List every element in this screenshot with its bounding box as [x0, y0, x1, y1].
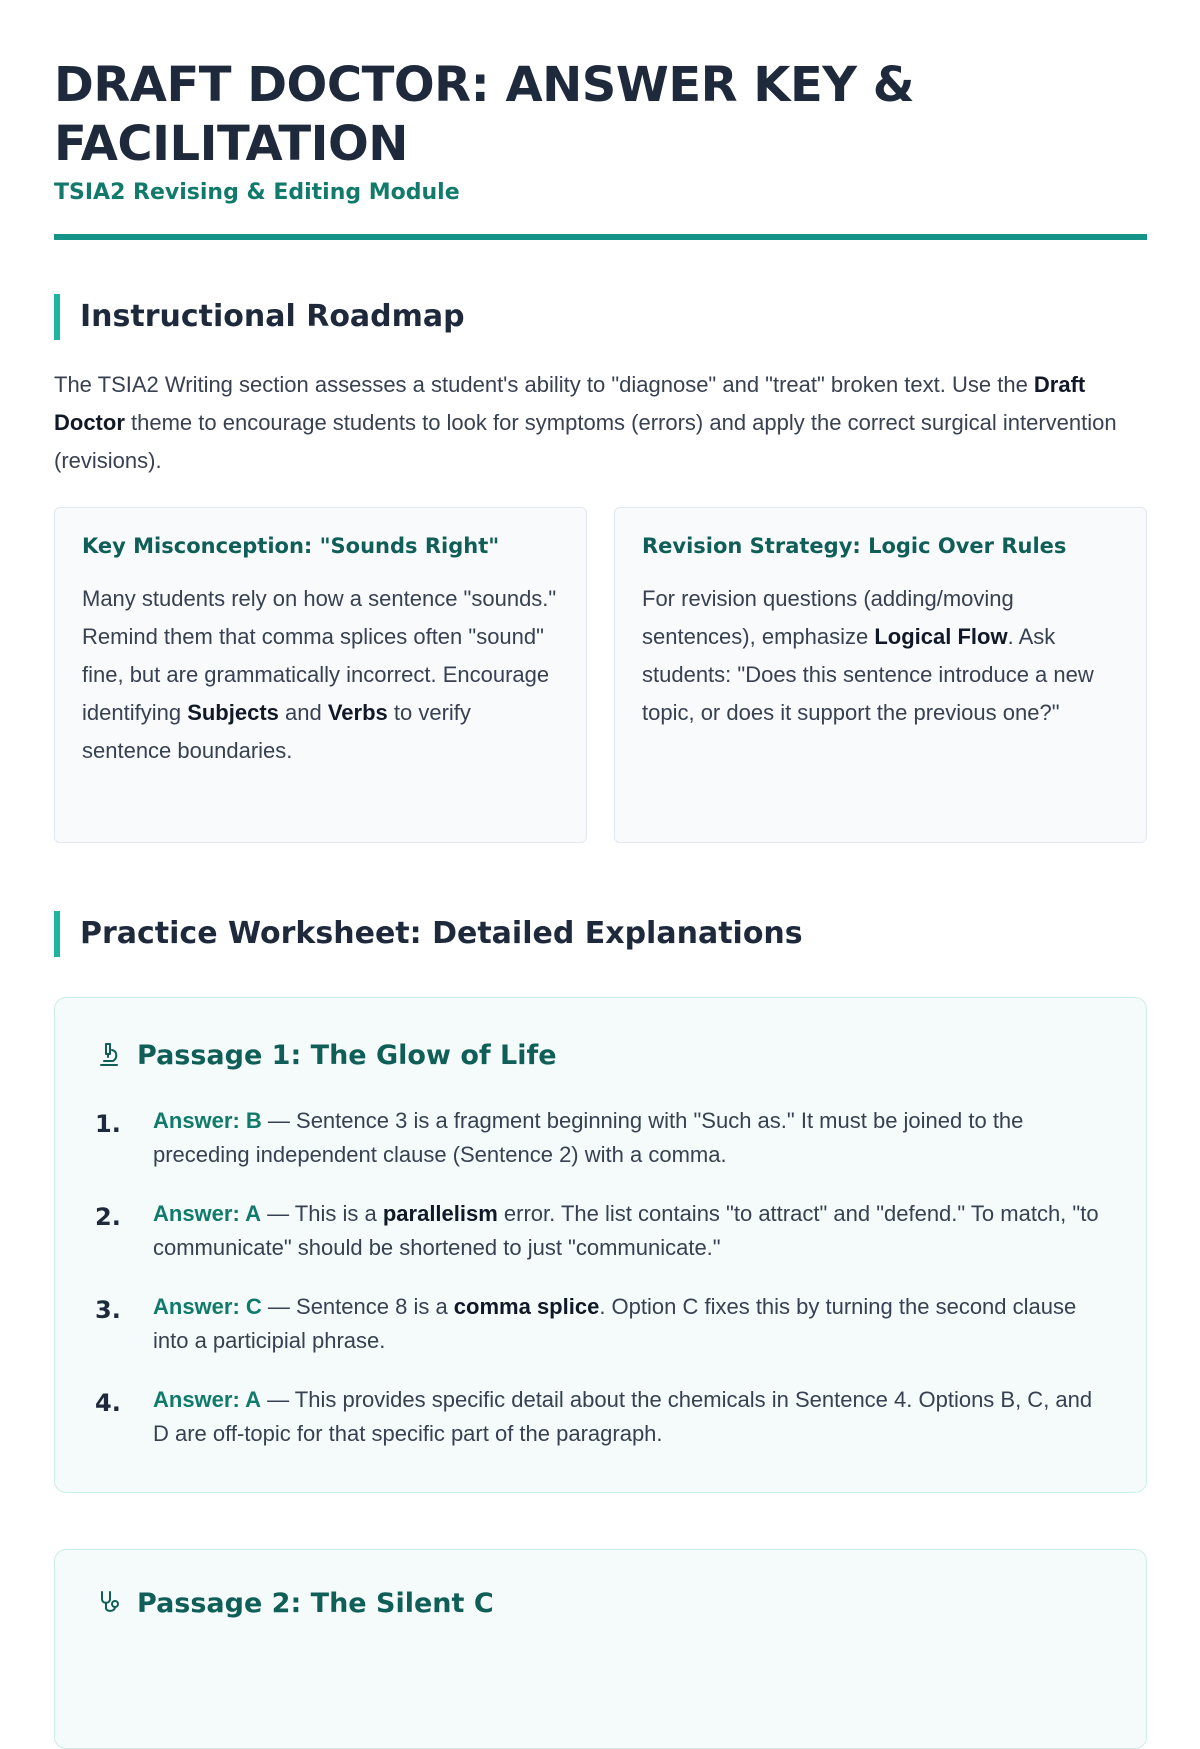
card-text: to verify sentence boundaries.	[82, 700, 471, 763]
microscope-icon	[97, 1042, 121, 1068]
card-text: Many students rely on how a sentence "sounds." Remind them that comma splices often "sound" fine, but are grammatically incorrect. Encourage identifying	[82, 586, 557, 725]
intro-emphasis: Draft Doctor	[54, 372, 1086, 435]
roadmap-section-heading	[54, 294, 1147, 340]
card-title: Key Misconception: "Sounds Right"	[82, 534, 500, 558]
worksheet-heading: Practice Worksheet: Detailed Explanations	[80, 916, 803, 951]
item-explanation	[153, 1290, 1113, 1358]
item-number: 4.	[95, 1389, 121, 1417]
explanation-emphasis: comma splice	[453, 1294, 600, 1319]
card-text: For revision questions (adding/moving sentences), emphasize	[642, 586, 1014, 649]
explanation-text: — This is a	[260, 1201, 383, 1226]
card-emphasis: Logical Flow	[874, 624, 1008, 649]
passage-card	[54, 1549, 1147, 1749]
item-explanation	[153, 1197, 1113, 1265]
passage-title: Passage 1: The Glow of Life	[137, 1040, 557, 1071]
intro-text: The TSIA2 Writing section assesses a student's ability to "diagnose" and "treat" broken text. Use the	[54, 372, 1034, 397]
explanation-text: — Sentence 3 is a fragment beginning with "Such as." It must be joined to the preceding independent clause (Sentence 2) with a comma.	[153, 1108, 1024, 1167]
page-subtitle: TSIA2 Revising & Editing Module	[54, 180, 460, 205]
item-number: 2.	[95, 1203, 121, 1231]
passage-card	[54, 997, 1147, 1493]
misconception-card	[54, 507, 587, 843]
section-accent-bar	[54, 911, 60, 957]
header-divider	[54, 234, 1147, 240]
item-explanation	[153, 1104, 1113, 1172]
roadmap-intro	[54, 366, 1147, 480]
card-emphasis: Verbs	[327, 700, 388, 725]
card-title: Revision Strategy: Logic Over Rules	[642, 534, 1067, 558]
section-accent-bar	[54, 294, 60, 340]
answer-label: Answer: B	[153, 1108, 262, 1133]
card-text: and	[278, 700, 328, 725]
stethoscope-icon	[97, 1590, 121, 1616]
explanation-text: error. The list contains "to attract" and "defend." To match, "to communicate" should be shortened to just "communicate."	[153, 1201, 1099, 1260]
card-body	[642, 580, 1119, 732]
explanation-text: — This provides specific detail about the chemicals in Sentence 4. Options B, C, and D are off-topic for that specific part of the paragraph.	[153, 1387, 1093, 1446]
passage-title: Passage 2: The Silent C	[137, 1588, 494, 1619]
card-emphasis: Subjects	[187, 700, 279, 725]
page-title: DRAFT DOCTOR: ANSWER KEY & FACILITATION	[54, 57, 915, 172]
answer-label: Answer: A	[153, 1387, 261, 1412]
card-text: . Ask students: "Does this sentence introduce a new topic, or does it support the previous one?"	[642, 624, 1094, 725]
intro-text: theme to encourage students to look for symptoms (errors) and apply the correct surgical intervention (revisions).	[54, 410, 1117, 473]
revision-strategy-card	[614, 507, 1147, 843]
answer-label: Answer: C	[153, 1294, 262, 1319]
worksheet-section-heading	[54, 911, 1147, 957]
item-number: 1.	[95, 1110, 121, 1138]
card-body	[82, 580, 559, 770]
explanation-text: — Sentence 8 is a	[261, 1294, 454, 1319]
header	[54, 56, 1147, 205]
explanation-text: . Option C fixes this by turning the second clause into a participial phrase.	[153, 1294, 1077, 1353]
answer-label: Answer: A	[153, 1201, 261, 1226]
item-number: 3.	[95, 1296, 121, 1324]
explanation-emphasis: parallelism	[382, 1201, 498, 1226]
item-explanation	[153, 1383, 1113, 1451]
roadmap-heading: Instructional Roadmap	[80, 299, 465, 334]
